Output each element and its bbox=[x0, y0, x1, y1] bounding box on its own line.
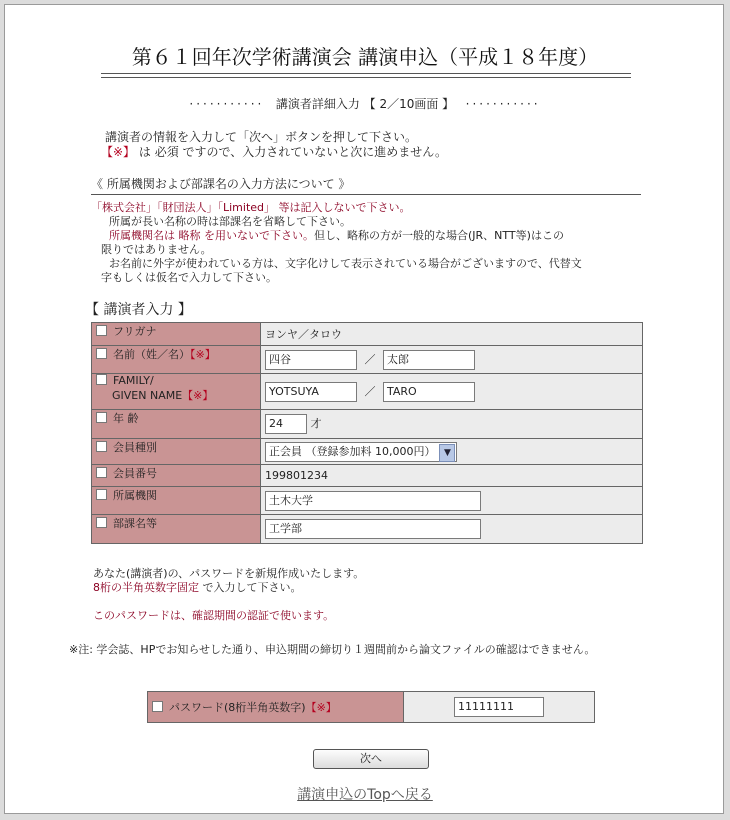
speaker-form-table bbox=[91, 322, 643, 544]
name-label-cell bbox=[92, 346, 261, 374]
name-label: 名前（姓／名） bbox=[113, 348, 190, 361]
age-label-cell bbox=[92, 410, 261, 439]
password-label-cell bbox=[148, 692, 404, 723]
age-input[interactable]: 24 bbox=[265, 414, 307, 434]
password-table bbox=[147, 691, 595, 723]
given-name-input[interactable]: TARO bbox=[383, 382, 475, 402]
age-checkbox[interactable] bbox=[96, 412, 107, 423]
furigana-label: フリガナ bbox=[113, 325, 157, 338]
affiliation-note-heading: 《 所属機関および部課名の入力方法について 》 bbox=[91, 177, 351, 191]
form-row-org bbox=[92, 487, 643, 515]
form-row-dept bbox=[92, 515, 643, 544]
org-value-cell bbox=[261, 487, 643, 515]
dept-value-cell bbox=[261, 515, 643, 544]
age-unit: 才 bbox=[310, 417, 322, 430]
age-label: 年 齢 bbox=[113, 412, 139, 425]
affiliation-note-line-5: お名前に外字が使われている方は、文字化けして表示されている場合がございますので、代替文 bbox=[109, 257, 582, 270]
org-input[interactable]: 土木大学 bbox=[265, 491, 481, 511]
affiliation-note-line-2: 所属が長い名称の時は部課名を省略して下さい。 bbox=[109, 215, 351, 228]
password-note-line-2-rest: で入力して下さい。 bbox=[199, 581, 302, 594]
first-name-input[interactable]: 太郎 bbox=[383, 350, 475, 370]
member-type-label: 会員種別 bbox=[113, 441, 157, 454]
family-name-input[interactable]: YOTSUYA bbox=[265, 382, 357, 402]
family-label-1: FAMILY/ bbox=[113, 374, 154, 387]
furigana-label-cell bbox=[92, 323, 261, 346]
affiliation-note-line-3-red: 所属機関名は 略称 を用いないで下さい。 bbox=[109, 229, 314, 242]
intro-line-2-text: は 必須 ですので、入力されていないと次に進めません。 bbox=[135, 145, 447, 159]
form-row-member-type bbox=[92, 439, 643, 465]
dept-input[interactable]: 工学部 bbox=[265, 519, 481, 539]
required-mark: 【※】 bbox=[101, 145, 136, 159]
password-note-line-2-red: 8桁の半角英数字固定 bbox=[93, 581, 199, 594]
family-value-cell bbox=[261, 374, 643, 410]
step-dots-left: ··········· bbox=[189, 97, 265, 111]
furigana-value: ヨンヤ／タロウ bbox=[261, 323, 643, 346]
form-row-member-no bbox=[92, 465, 643, 487]
affiliation-note-line-4: 限りではありません。 bbox=[101, 243, 212, 256]
name-checkbox[interactable] bbox=[96, 348, 107, 359]
dept-label: 部課名等 bbox=[113, 517, 157, 530]
chevron-down-icon[interactable]: ▼ bbox=[439, 444, 455, 462]
org-label-cell bbox=[92, 487, 261, 515]
next-button[interactable]: 次へ bbox=[313, 749, 429, 769]
intro-line-1: 講演者の情報を入力して「次へ」ボタンを押して下さい。 bbox=[105, 130, 418, 144]
step-label: 講演者詳細入力 【 2／10画面 】 bbox=[275, 97, 455, 111]
dept-label-cell bbox=[92, 515, 261, 544]
dept-checkbox[interactable] bbox=[96, 517, 107, 528]
back-to-top-link[interactable]: 講演申込のTopへ戻る bbox=[297, 787, 433, 803]
member-no-checkbox[interactable] bbox=[96, 467, 107, 478]
password-notice: ※注: 学会誌、HPでお知らせした通り、申込期間の締切り１週間前から論文ファイルの確認はできません。 bbox=[69, 643, 596, 656]
affiliation-note-line-1: 「株式会社」「財団法人」「Limited」 等は記入しないで下さい。 bbox=[91, 201, 411, 214]
age-value-cell bbox=[261, 410, 643, 439]
title-rule-bottom bbox=[101, 77, 631, 78]
family-checkbox[interactable] bbox=[96, 374, 107, 385]
title-rule-top bbox=[101, 73, 631, 74]
org-label: 所属機関 bbox=[113, 489, 157, 502]
form-row-furigana bbox=[92, 323, 643, 346]
member-type-value-cell bbox=[261, 439, 643, 465]
family-label-2: GIVEN NAME bbox=[112, 389, 183, 402]
intro-line-2 bbox=[101, 143, 447, 160]
member-type-select[interactable] bbox=[265, 442, 457, 462]
step-indicator bbox=[5, 95, 725, 112]
page-frame bbox=[4, 4, 724, 814]
password-value-cell bbox=[404, 692, 595, 723]
family-label-cell bbox=[92, 374, 261, 410]
member-type-selected: 正会員 （登録参加料 10,000円） bbox=[269, 444, 436, 458]
name-value-cell bbox=[261, 346, 643, 374]
step-dots-right: ··········· bbox=[465, 97, 541, 111]
form-row-family bbox=[92, 374, 643, 410]
family-separator: ／ bbox=[364, 384, 376, 398]
speaker-section-title: 【 講演者入力 】 bbox=[85, 302, 192, 318]
form-row-age bbox=[92, 410, 643, 439]
org-checkbox[interactable] bbox=[96, 489, 107, 500]
member-no-label-cell bbox=[92, 465, 261, 487]
name-required-mark: 【※】 bbox=[190, 348, 216, 361]
name-separator: ／ bbox=[364, 352, 376, 366]
affiliation-note-line-6: 字もしくは仮名で入力して下さい。 bbox=[101, 271, 277, 284]
password-note-line-2 bbox=[93, 581, 302, 595]
password-note-line-3: このパスワードは、確認期間の認証で使います。 bbox=[93, 609, 335, 622]
member-no-value: 199801234 bbox=[261, 465, 643, 487]
password-row bbox=[148, 692, 595, 723]
form-row-name bbox=[92, 346, 643, 374]
affiliation-note-line-3 bbox=[109, 229, 564, 243]
password-note-line-1: あなた(講演者)の、パスワードを新規作成いたします。 bbox=[93, 567, 365, 580]
password-input[interactable]: 11111111 bbox=[454, 697, 544, 717]
password-required-mark: 【※】 bbox=[305, 701, 337, 714]
password-checkbox[interactable] bbox=[152, 701, 163, 712]
affiliation-note-line-3-rest: 但し、略称の方が一般的な場合(JR、NTT等)はこの bbox=[314, 229, 564, 242]
furigana-checkbox[interactable] bbox=[96, 325, 107, 336]
family-required-mark: 【※】 bbox=[182, 389, 214, 402]
member-type-checkbox[interactable] bbox=[96, 441, 107, 452]
password-label: パスワード(8桁半角英数字) bbox=[169, 701, 306, 714]
last-name-input[interactable]: 四谷 bbox=[265, 350, 357, 370]
member-type-label-cell bbox=[92, 439, 261, 465]
page-title: 第６１回年次学術講演会 講演申込（平成１８年度） bbox=[131, 45, 599, 69]
member-no-label: 会員番号 bbox=[113, 467, 157, 480]
affiliation-note-rule bbox=[91, 194, 641, 195]
